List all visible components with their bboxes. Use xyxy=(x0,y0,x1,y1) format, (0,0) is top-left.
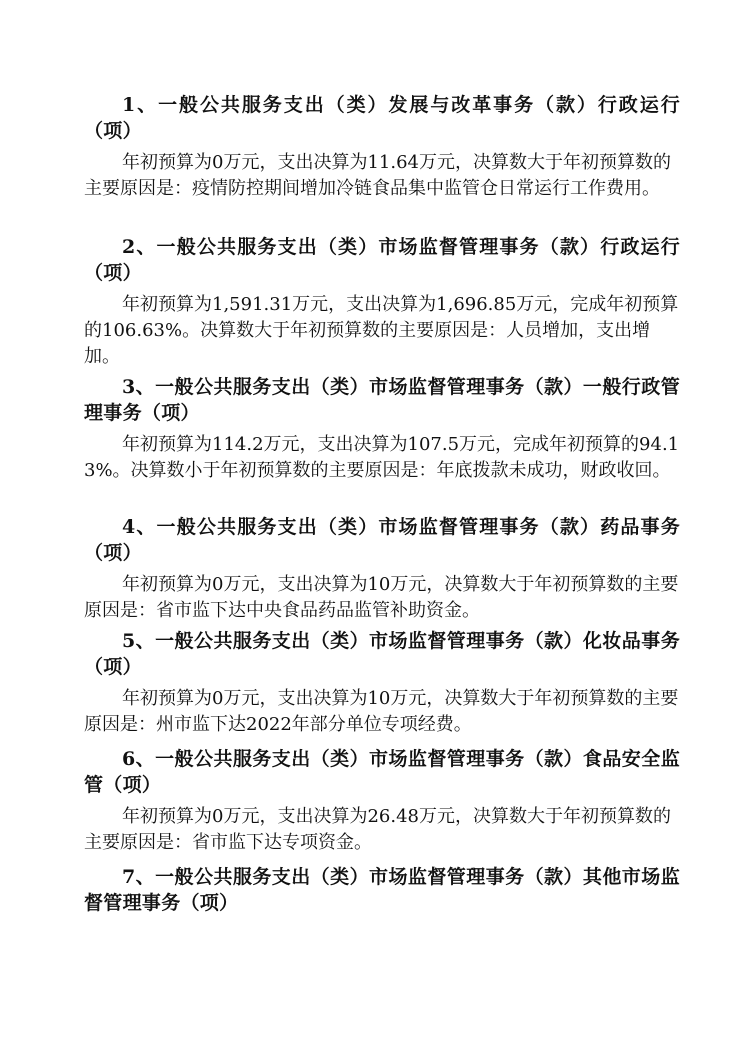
section-4 xyxy=(84,514,680,624)
section-heading: 2、一般公共服务支出（类）市场监督管理事务（款）行政运行（项） xyxy=(84,236,680,284)
section-heading: 1、一般公共服务支出（类）发展与改革事务（款）行政运行（项） xyxy=(84,94,680,142)
section-7 xyxy=(84,864,680,916)
section-body: 年初预算为1,591.31万元，支出决算为1,696.85万元，完成年初预算的106.63%。决算数大于年初预算数的主要原因是：人员增加，支出增加。 xyxy=(84,294,679,367)
section-heading: 3、一般公共服务支出（类）市场监督管理事务（款）一般行政管理事务（项） xyxy=(84,376,680,424)
section-heading: 5、一般公共服务支出（类）市场监督管理事务（款）化妆品事务（项） xyxy=(84,630,680,678)
section-6 xyxy=(84,746,680,856)
section-heading: 6、一般公共服务支出（类）市场监督管理事务（款）食品安全监管（项） xyxy=(84,748,680,796)
section-body: 年初预算为0万元，支出决算为11.64万元，决算数大于年初预算数的主要原因是：疫情防控期间增加冷链食品集中监管仓日常运行工作费用。 xyxy=(84,152,671,199)
section-2 xyxy=(84,234,680,370)
section-body: 年初预算为114.2万元，支出决算为107.5万元，完成年初预算的94.13%。决算数小于年初预算数的主要原因是：年底拨款未成功，财政收回。 xyxy=(84,434,680,481)
section-5 xyxy=(84,628,680,738)
section-3 xyxy=(84,374,680,484)
section-1 xyxy=(84,92,680,202)
section-body: 年初预算为0万元，支出决算为10万元，决算数大于年初预算数的主要原因是：省市监下达中央食品药品监管补助资金。 xyxy=(84,574,679,621)
section-heading: 7、一般公共服务支出（类）市场监督管理事务（款）其他市场监督管理事务（项） xyxy=(84,866,680,914)
section-body: 年初预算为0万元，支出决算为26.48万元，决算数大于年初预算数的主要原因是：省市监下达专项资金。 xyxy=(84,806,671,853)
section-body: 年初预算为0万元，支出决算为10万元，决算数大于年初预算数的主要原因是：州市监下达2022年部分单位专项经费。 xyxy=(84,688,679,735)
section-heading: 4、一般公共服务支出（类）市场监督管理事务（款）药品事务（项） xyxy=(84,516,680,564)
